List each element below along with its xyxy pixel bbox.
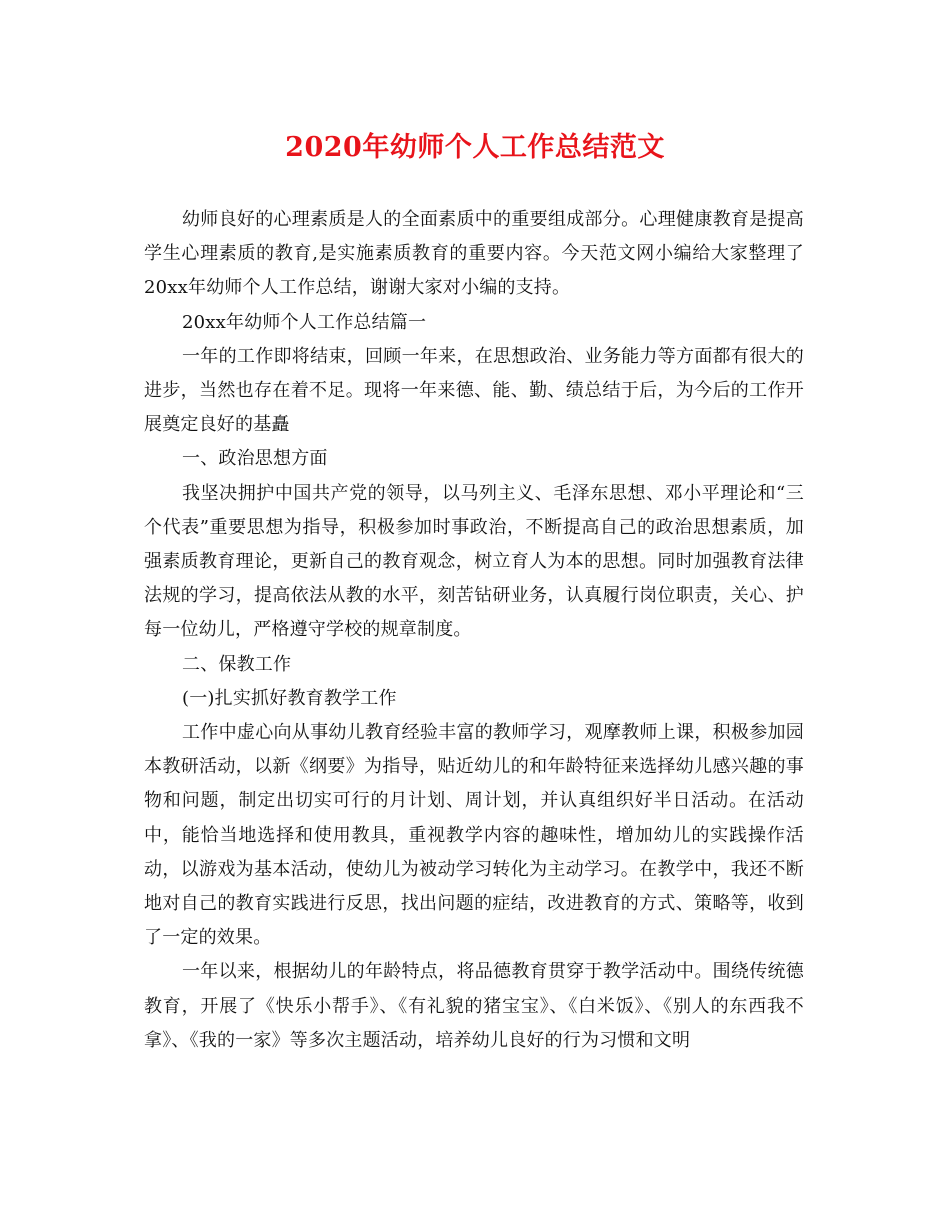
section-heading-politics: 一、政治思想方面 (182, 448, 328, 470)
section-heading-teaching: 二、保教工作 (182, 653, 292, 675)
paragraph-overview: 一年的工作即将结束，回顾一年来，在思想政治、业务能力等方面都有很大的进步，当然也存在着不足。现将一年来德、能、勤、绩总结于后，为今后的工作开展奠定良好的基矗 (144, 345, 804, 436)
paragraph-politics: 我坚决拥护中国共产党的领导，以马列主义、毛泽东思想、邓小平理论和“三个代表”重要思想为指导，积极参加时事政治，不断提高自己的政治思想素质，加强素质教育理论，更新自己的教育观念，树立育人为本的思想。同时加强教育法律法规的学习，提高依法从教的水平，刻苦钻研业务，认真履行岗位职责，关心、护每一位幼儿，严格遵守学校的规章制度。 (144, 482, 804, 641)
section-heading-part-one: 20xx年幼师个人工作总结篇一 (182, 311, 427, 333)
paragraph-moral-education: 一年以来，根据幼儿的年龄特点，将品德教育贯穿于教学活动中。围绕传统德教育，开展了《快乐小帮手》、《有礼貌的猪宝宝》、《白米饭》、《别人的东西我不拿》、《我的一家》等多次主题活动，培养幼儿良好的行为习惯和文明 (144, 961, 804, 1051)
document-title: 2020年幼师个人工作总结范文 (285, 132, 665, 163)
paragraph-intro: 幼师良好的心理素质是人的全面素质中的重要组成部分。心理健康教育是提高学生心理素质的教育,是实施素质教育的重要内容。今天范文网小编给大家整理了20xx年幼师个人工作总结，谢谢大家对小编的支持。 (144, 209, 804, 299)
subsection-heading-education: (一)扎实抓好教育教学工作 (182, 687, 397, 709)
paragraph-teaching-work: 工作中虚心向从事幼儿教育经验丰富的教师学习，观摩教师上课，积极参加园本教研活动，以新《纲要》为指导，贴近幼儿的和年龄特征来选择幼儿感兴趣的事物和问题，制定出切实可行的月计划、周计划，并认真组织好半日活动。在活动中，能恰当地选择和使用教具，重视教学内容的趣味性，增加幼儿的实践操作活动，以游戏为基本活动，使幼儿为被动学习转化为主动学习。在教学中，我还不断地对自己的教育实践进行反思，找出问题的症结，改进教育的方式、策略等，收到了一定的效果。 (144, 722, 804, 949)
document-body (144, 203, 804, 1058)
